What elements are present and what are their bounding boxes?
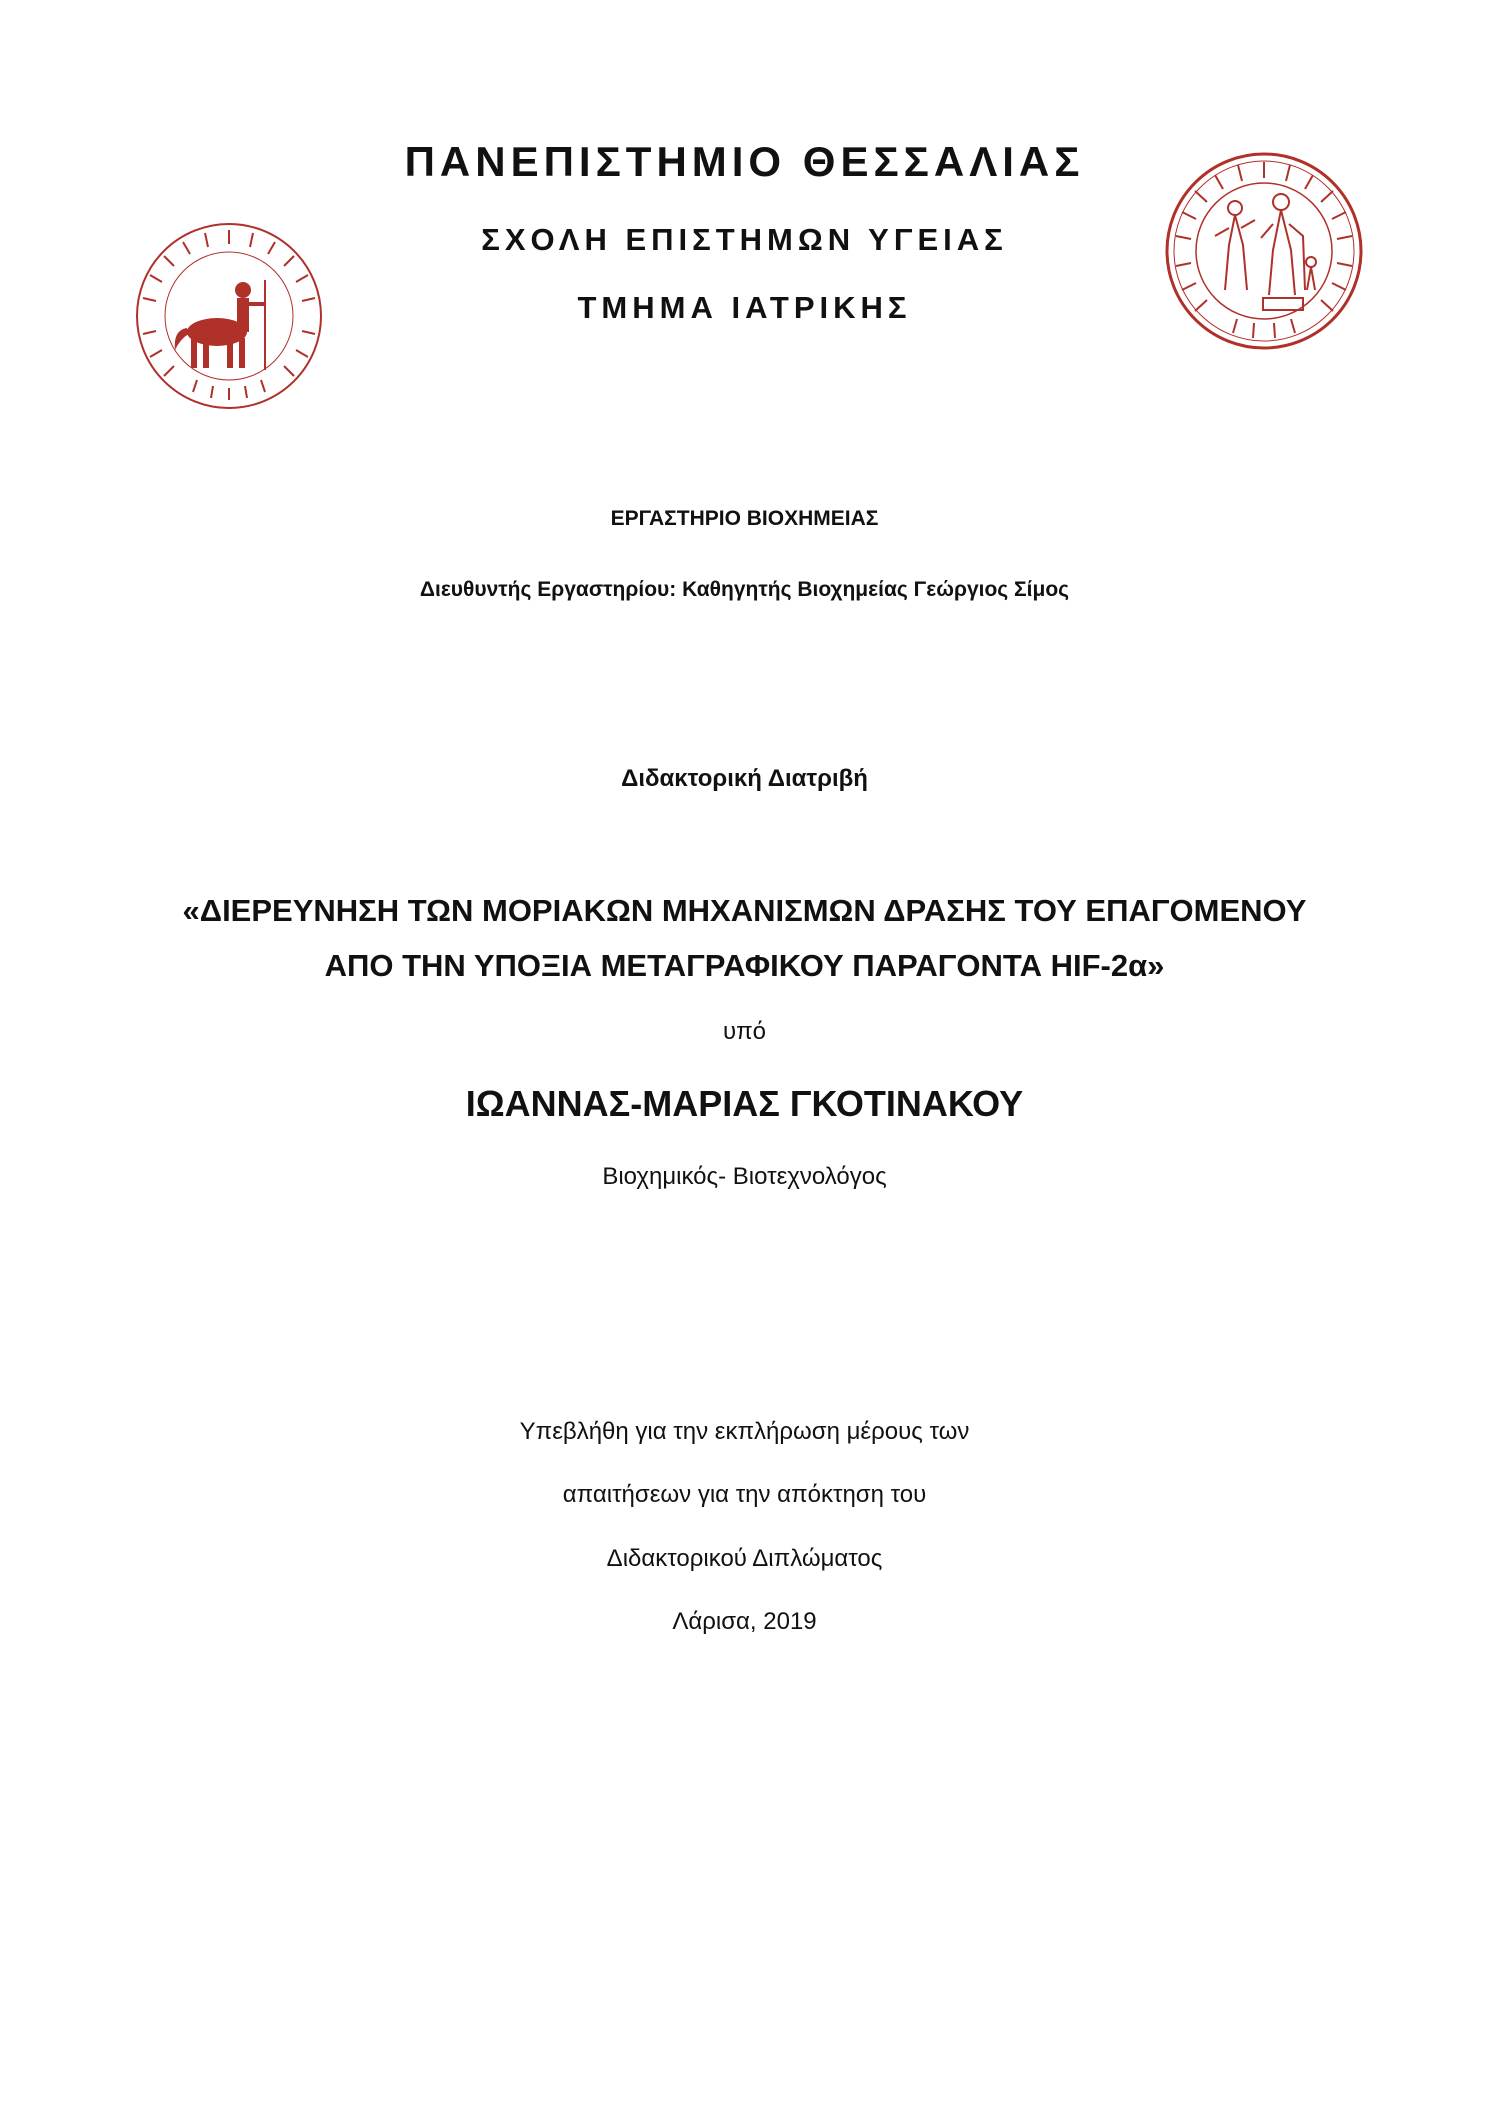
author-profession: Βιοχημικός- Βιοτεχνολόγος bbox=[602, 1163, 887, 1190]
lab-name: ΕΡΓΑΣΤΗΡΙΟ ΒΙΟΧΗΜΕΙΑΣ bbox=[610, 507, 879, 530]
thesis-title-line-1: «ΔΙΕΡΕΥΝΗΣΗ ΤΩΝ ΜΟΡΙΑΚΩΝ ΜΗΧΑΝΙΣΜΩΝ ΔΡΑΣΗΣ ΤΟΥ ΕΠΑΓΟΜΕΝΟΥ bbox=[182, 893, 1307, 928]
submission-line-1: Υπεβλήθη για την εκπλήρωση μέρους των bbox=[519, 1418, 970, 1445]
lab-director: Διευθυντής Εργαστηρίου: Καθηγητής Βιοχημείας Γεώργιος Σίμος bbox=[419, 578, 1070, 601]
department-name: ΤΜΗΜΑ ΙΑΤΡΙΚΗΣ bbox=[577, 290, 912, 325]
thesis-title-line-2: ΑΠΟ ΤΗΝ ΥΠΟΞΙΑ ΜΕΤΑΓΡΑΦΙΚΟΥ ΠΑΡΑΓΟΝΤΑ HIF-2α» bbox=[324, 948, 1165, 983]
submission-line-3: Διδακτορικού Διπλώματος bbox=[606, 1545, 883, 1572]
by-label: υπό bbox=[722, 1018, 767, 1045]
university-name: ΠΑΝΕΠΙΣΤΗΜΙΟ ΘΕΣΣΑΛΙΑΣ bbox=[404, 138, 1085, 185]
school-name: ΣΧΟΛΗ ΕΠΙΣΤΗΜΩΝ ΥΓΕΙΑΣ bbox=[481, 222, 1008, 257]
document-type: Διδακτορική Διατριβή bbox=[621, 765, 868, 792]
submission-line-2: απαιτήσεων για την απόκτηση του bbox=[562, 1481, 927, 1508]
author-name: ΙΩΑΝΝΑΣ-ΜΑΡΙΑΣ ΓΚΟΤΙΝΑΚΟΥ bbox=[465, 1083, 1024, 1124]
place-date: Λάρισα, 2019 bbox=[672, 1608, 817, 1635]
